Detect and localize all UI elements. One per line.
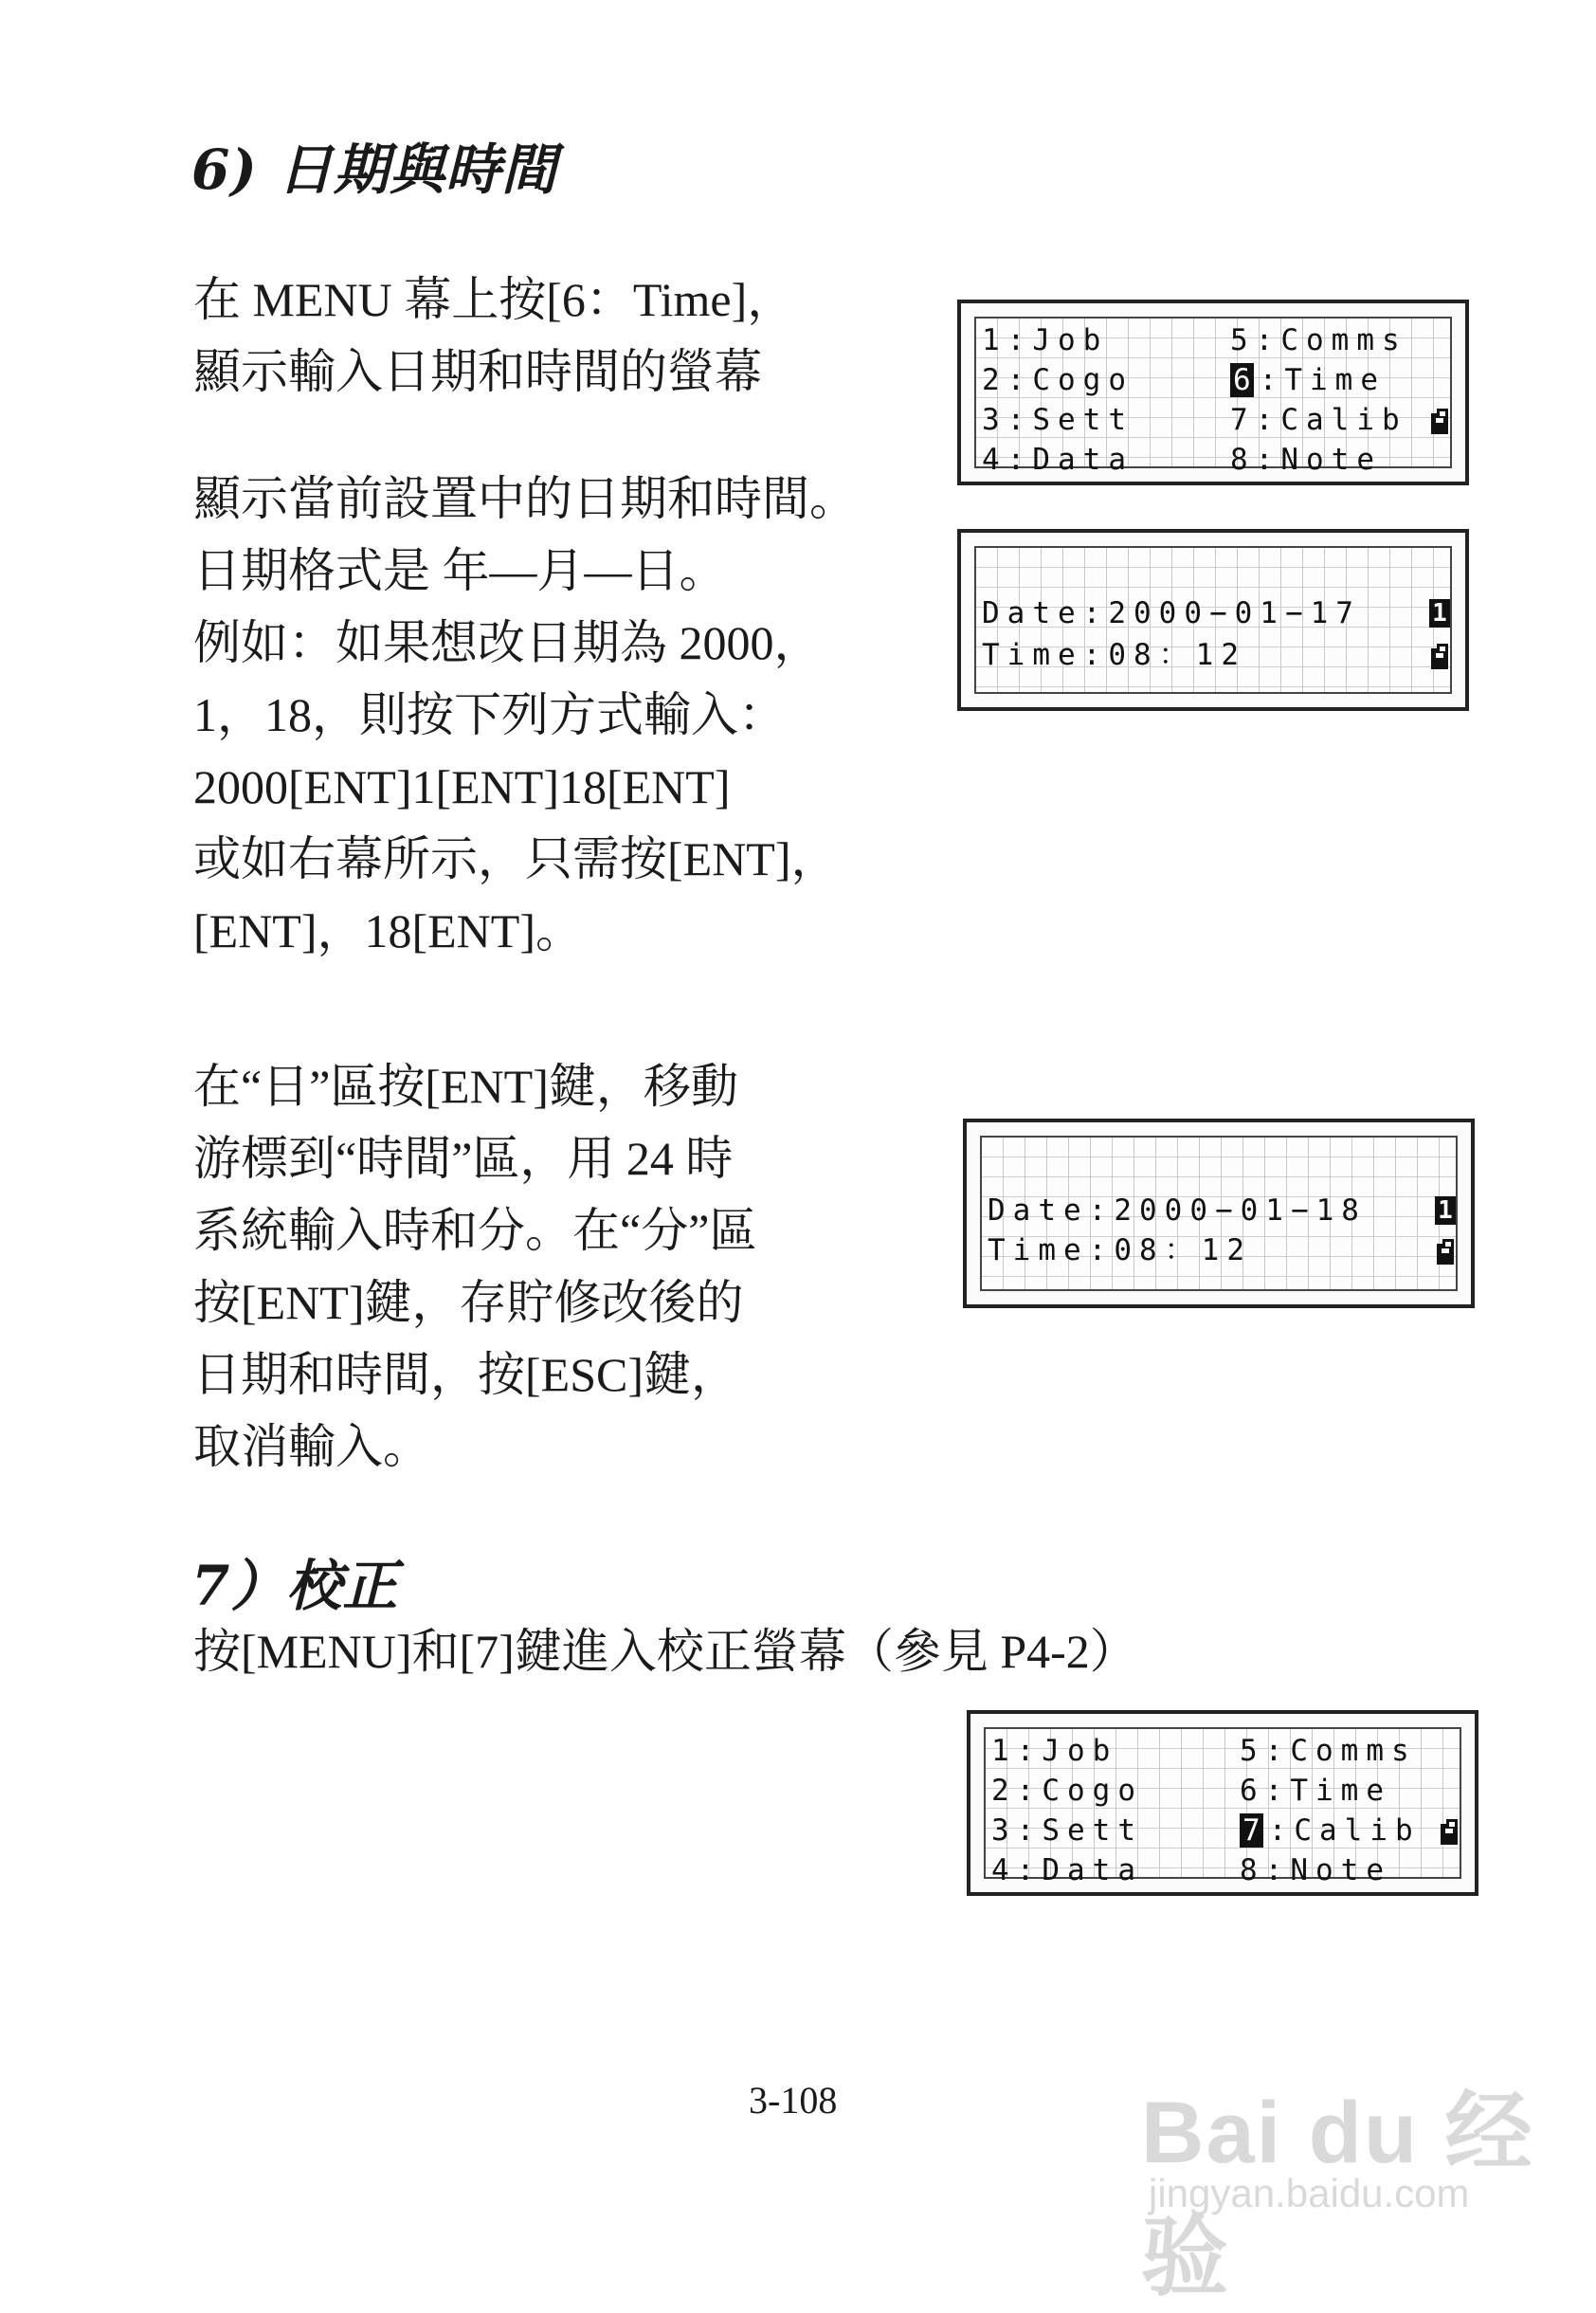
lcd-date-time-screen-after — [963, 1119, 1475, 1308]
menu-item-number: 7 — [1230, 403, 1256, 437]
menu-item-number: 2 — [982, 363, 1007, 397]
menu-item-label: Job — [1032, 323, 1109, 357]
menu-item-number: 6 — [1240, 1774, 1265, 1808]
lcd-menu-screen-time-selected — [957, 300, 1469, 485]
menu-row — [986, 1771, 1460, 1811]
section-heading-date-time: 6) 日期與時間 — [191, 137, 557, 202]
lcd-display — [974, 546, 1452, 694]
menu-item-label: Comms — [1290, 1734, 1417, 1768]
text-line: 取消輸入。 — [193, 1420, 430, 1473]
menu-item-label: Data — [1032, 443, 1134, 477]
page-number: 3-108 — [749, 2079, 838, 2122]
menu-item-cogo[interactable]: 2:Cogo — [991, 1774, 1143, 1808]
menu-item-comms[interactable]: 5:Comms — [1230, 323, 1407, 357]
text-line: 系統輸入時和分。在“分”區 — [193, 1204, 757, 1257]
time-entry-paragraph — [193, 1050, 756, 1483]
menu-row — [986, 1850, 1460, 1890]
menu-item-data[interactable]: 4:Data — [991, 1853, 1143, 1887]
menu-item-label: Cogo — [1032, 363, 1134, 397]
menu-row — [986, 1731, 1460, 1771]
menu-item-label: Note — [1290, 1853, 1391, 1887]
menu-row — [976, 400, 1450, 440]
text-line: 例如：如果想改日期為 2000， — [193, 616, 822, 669]
menu-item-label: Time — [1290, 1774, 1391, 1808]
menu-item-number: 5 — [1240, 1734, 1265, 1768]
text-line: 2000[ENT]1[ENT]18[ENT] — [193, 760, 731, 813]
time-label: Time — [982, 638, 1083, 672]
lcd-display — [974, 317, 1452, 477]
text-line: 游標到“時間”區，用 24 時 — [193, 1132, 734, 1185]
battery-icon — [1437, 1244, 1454, 1265]
menu-item-label: Job — [1042, 1734, 1118, 1768]
time-value[interactable]: 08：12 — [1108, 638, 1246, 672]
menu-item-number: 1 — [991, 1734, 1017, 1768]
text-line: 按[ENT]鍵，存貯修改後的 — [193, 1276, 744, 1329]
menu-row — [976, 360, 1450, 400]
battery-icon — [1431, 413, 1448, 434]
menu-item-number: 4 — [991, 1853, 1017, 1887]
menu-item-label: Data — [1042, 1853, 1143, 1887]
menu-item-note[interactable]: 8:Note — [1230, 443, 1382, 477]
menu-item-data[interactable]: 4:Data — [982, 443, 1134, 477]
menu-item-calib[interactable]: 7:Calib — [1230, 403, 1407, 437]
menu-item-number: 2 — [991, 1774, 1017, 1808]
baidu-watermark-logo: Bai du 经验 — [1141, 2085, 1534, 2306]
text-line: [ENT]，18[ENT]。 — [193, 904, 583, 957]
lcd-date-time-screen-before — [957, 529, 1469, 711]
menu-item-number: 3 — [991, 1813, 1017, 1848]
text-line: 或如右幕所示，只需按[ENT]， — [193, 832, 839, 885]
text-line: 在“日”區按[ENT]鍵，移動 — [193, 1060, 738, 1113]
menu-item-calib-selected[interactable]: 7 :Calib — [1240, 1811, 1421, 1850]
date-format-paragraph — [193, 463, 857, 967]
menu-item-label: Sett — [1042, 1813, 1143, 1848]
menu-item-label: Cogo — [1042, 1774, 1143, 1808]
menu-item-label: Calib — [1280, 403, 1407, 437]
menu-item-number: 3 — [982, 403, 1007, 437]
text-line: 日期格式是 年—月—日。 — [193, 544, 727, 597]
text-line: 在 MENU 幕上按[6：Time]， — [193, 273, 795, 326]
menu-item-number: 5 — [1230, 323, 1256, 357]
text-line: 日期和時間，按[ESC]鍵， — [193, 1348, 738, 1401]
date-value[interactable]: 2000−01−18 — [1114, 1193, 1367, 1228]
menu-item-sett[interactable]: 3:Sett — [991, 1813, 1143, 1848]
menu-item-time-selected[interactable]: 6 :Time — [1230, 360, 1386, 400]
menu-row — [976, 320, 1450, 360]
menu-item-job[interactable]: 1:Job — [982, 323, 1109, 357]
text-line: 顯示當前設置中的日期和時間。 — [193, 472, 857, 525]
battery-icon — [1441, 1824, 1458, 1845]
date-label: Date — [982, 596, 1083, 630]
page-indicator: 1 — [1429, 599, 1450, 628]
menu-item-job[interactable]: 1:Job — [991, 1734, 1118, 1768]
menu-row — [976, 440, 1450, 480]
lcd-display — [980, 1136, 1458, 1291]
section-heading-calibration: 7）校正 — [191, 1554, 399, 1618]
text-line: 顯示輸入日期和時間的螢幕 — [193, 345, 762, 398]
battery-icon — [1431, 648, 1448, 669]
date-value[interactable]: 2000−01−17 — [1108, 596, 1361, 630]
menu-item-comms[interactable]: 5:Comms — [1240, 1734, 1417, 1768]
menu-item-cogo[interactable]: 2:Cogo — [982, 363, 1134, 397]
menu-item-number: 8 — [1240, 1853, 1265, 1887]
date-label: Date — [988, 1193, 1089, 1228]
selection-highlight: 7 — [1240, 1813, 1263, 1848]
date-row: Date:2000−01−18 — [988, 1193, 1367, 1228]
menu-row — [986, 1811, 1460, 1850]
selection-highlight: 6 — [1230, 363, 1254, 397]
intro-paragraph — [193, 264, 794, 408]
menu-item-note[interactable]: 8:Note — [1240, 1853, 1391, 1887]
menu-item-label: Note — [1280, 443, 1382, 477]
menu-item-label: Comms — [1280, 323, 1407, 357]
menu-item-number: 8 — [1230, 443, 1256, 477]
time-value[interactable]: 08：12 — [1114, 1233, 1252, 1267]
baidu-watermark-url: jingyan.baidu.com — [1149, 2171, 1470, 2215]
time-row: Time:08：12 — [988, 1233, 1252, 1267]
lcd-menu-screen-calib-selected — [967, 1710, 1478, 1896]
menu-item-label: Time — [1284, 363, 1386, 397]
menu-item-label: Sett — [1032, 403, 1134, 437]
menu-item-time[interactable]: 6:Time — [1240, 1774, 1391, 1808]
time-row: Time:08：12 — [982, 638, 1246, 672]
calibration-instruction: 按[MENU]和[7]鍵進入校正螢幕（參見 P4-2） — [193, 1625, 1137, 1678]
text-line: 1，18，則按下列方式輸入： — [193, 688, 786, 741]
menu-item-number: 1 — [982, 323, 1007, 357]
lcd-display — [984, 1727, 1461, 1887]
page-indicator: 1 — [1435, 1196, 1456, 1225]
menu-item-sett[interactable]: 3:Sett — [982, 403, 1134, 437]
menu-item-number: 4 — [982, 443, 1007, 477]
time-label: Time — [988, 1233, 1089, 1267]
menu-item-label: Calib — [1294, 1813, 1421, 1848]
date-row: Date:2000−01−17 — [982, 596, 1361, 630]
